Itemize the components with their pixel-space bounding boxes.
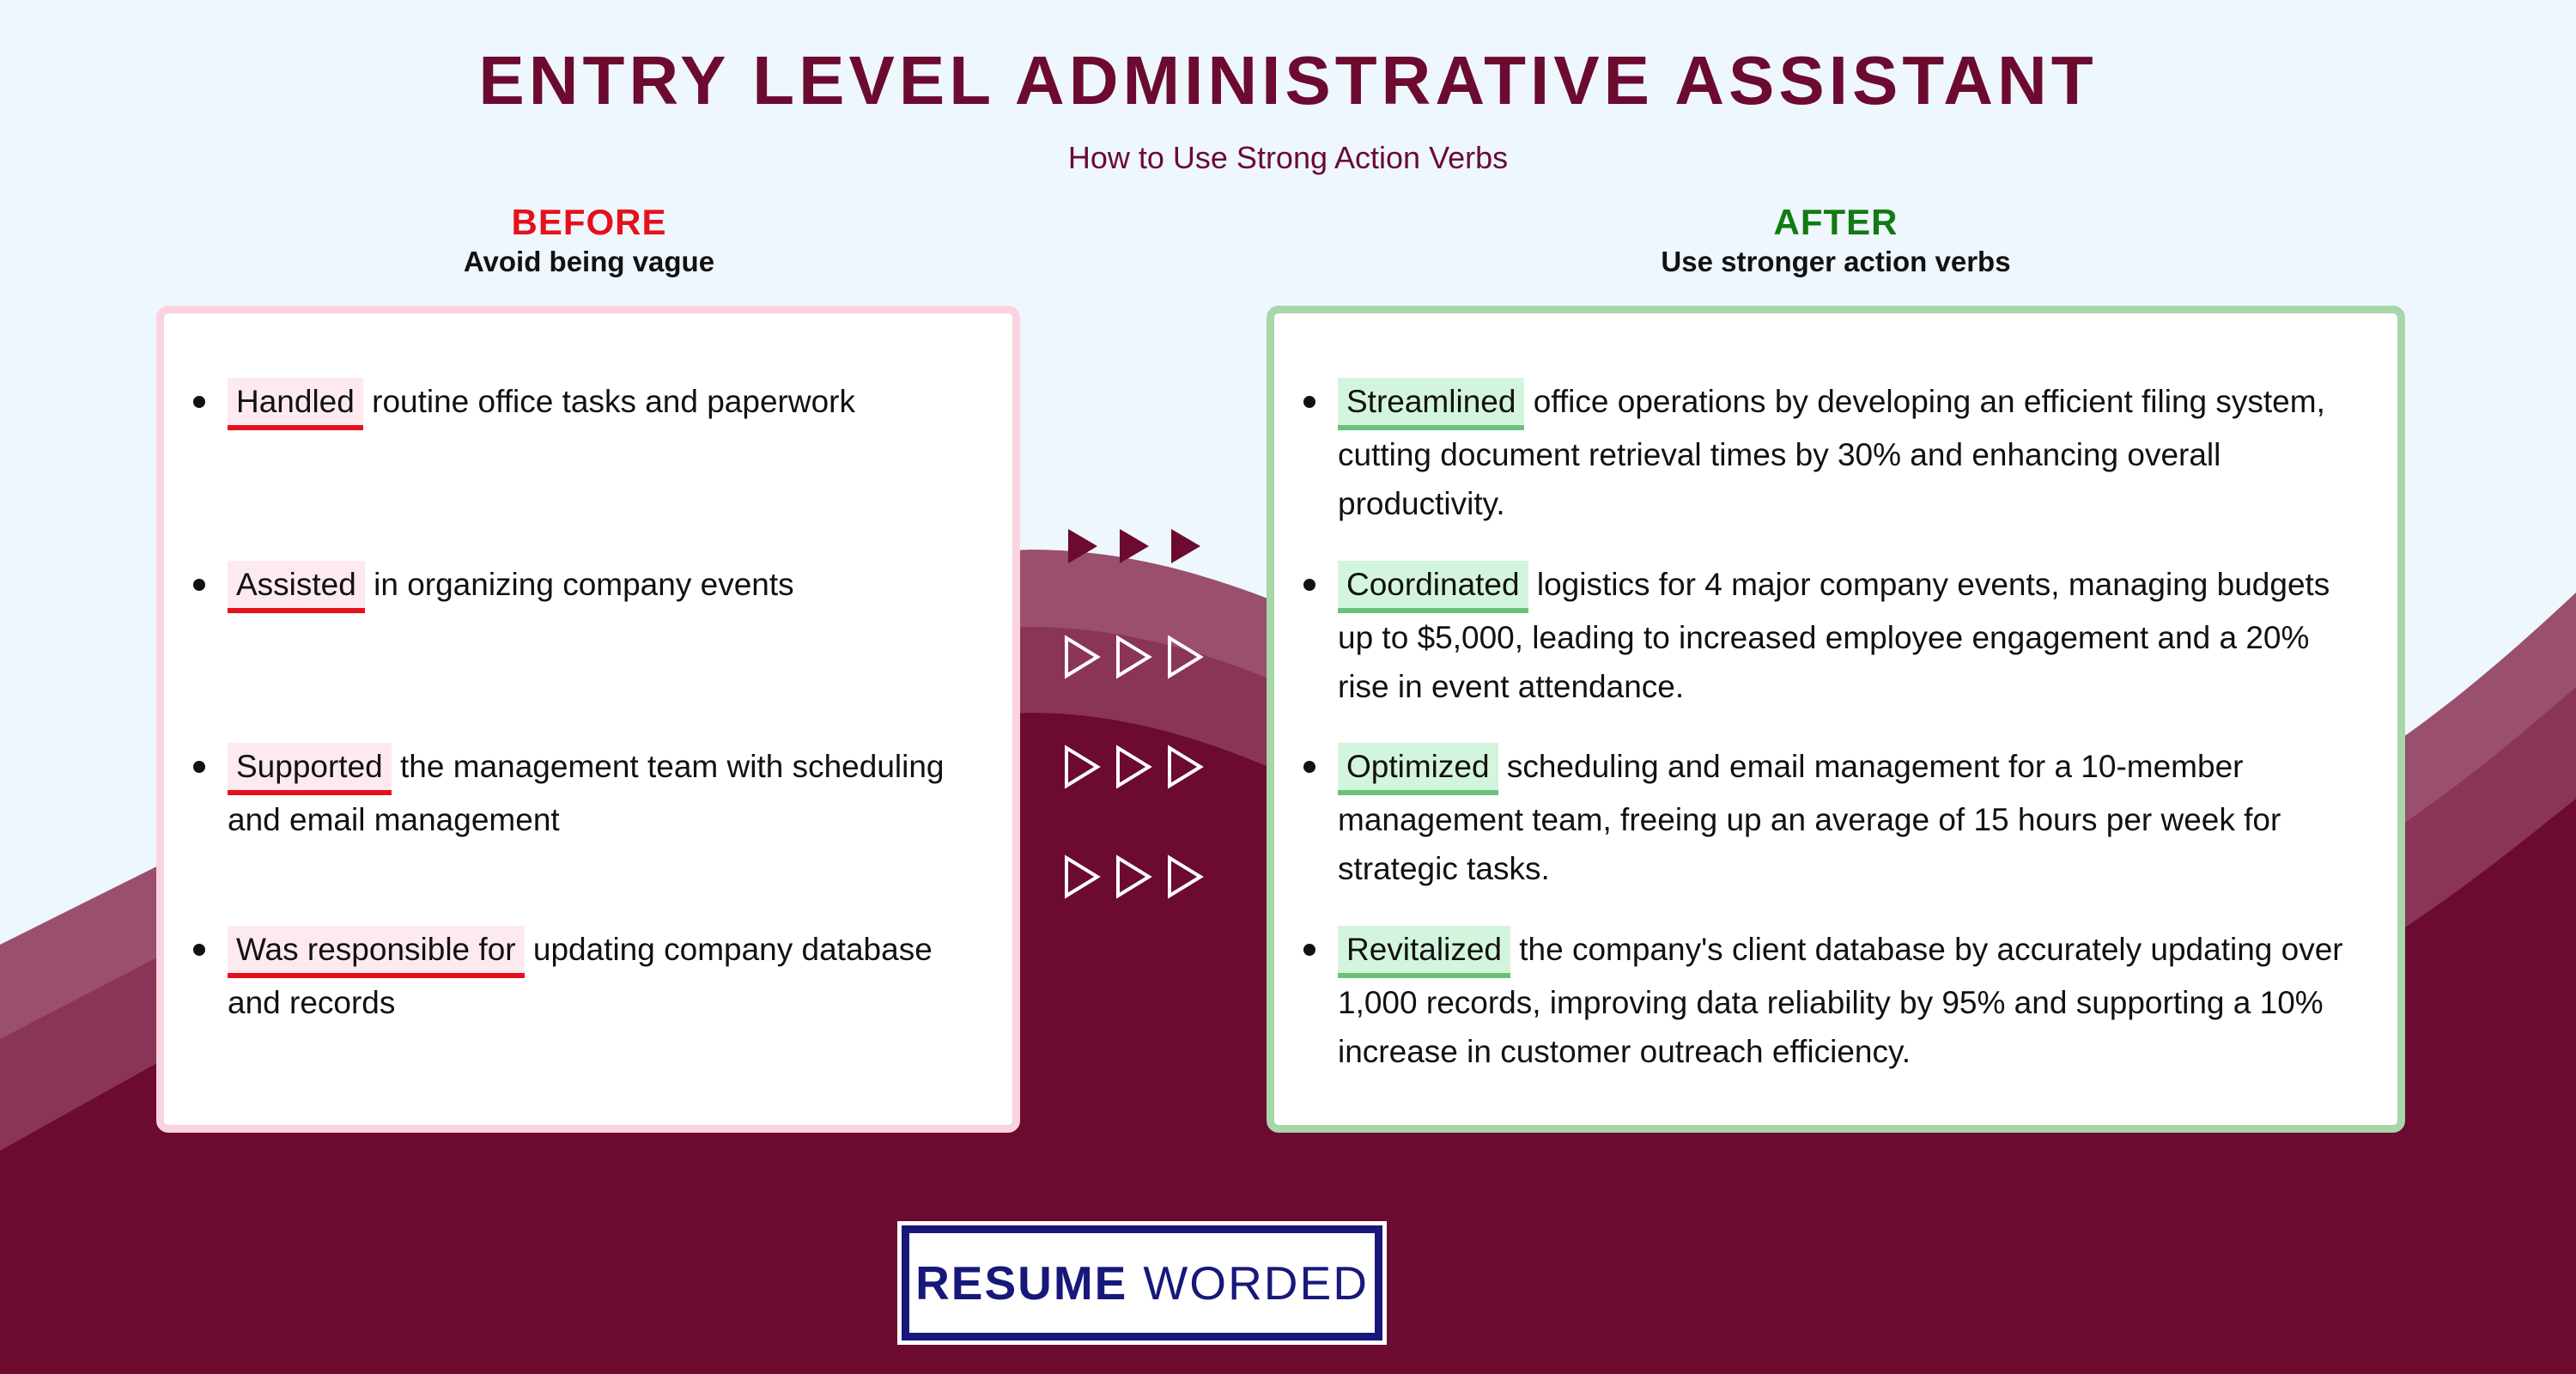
arrow-row xyxy=(1066,748,1200,786)
after-sublabel: Use stronger action verbs xyxy=(1661,246,2011,277)
before-header xyxy=(160,201,1018,280)
before-item xyxy=(228,925,983,1027)
triangle-arrow-icon xyxy=(1118,638,1149,676)
weak-verb: Assisted xyxy=(228,561,365,613)
bullet-icon xyxy=(1303,579,1315,591)
item-text: logistics for 4 major company events, managing budgets up to $5,000, leading to increased employee engagement and a 20% rise in event attendance. xyxy=(1338,567,2330,704)
triangle-arrow-icon xyxy=(1066,858,1097,896)
bullet-icon xyxy=(193,944,205,956)
triangle-arrow-icon xyxy=(1170,748,1200,786)
bullet-icon xyxy=(1303,944,1315,956)
item-text: the management team with scheduling and email management xyxy=(228,749,945,837)
triangle-arrow-icon xyxy=(1170,858,1200,896)
bullet-icon xyxy=(1303,761,1315,773)
after-header xyxy=(1269,201,2403,280)
resume-worded-logo xyxy=(902,1225,1382,1341)
item-text: updating company database and records xyxy=(228,932,933,1020)
page-title: ENTRY LEVEL ADMINISTRATIVE ASSISTANT xyxy=(478,42,2098,119)
strong-verb: Revitalized xyxy=(1338,926,1510,978)
after-item xyxy=(1338,925,2360,1076)
after-label: AFTER xyxy=(1773,202,1899,242)
after-item xyxy=(1338,742,2360,893)
before-item xyxy=(228,560,983,613)
weak-verb: Supported xyxy=(228,743,392,795)
triangle-arrow-icon xyxy=(1066,748,1097,786)
bullet-icon xyxy=(1303,396,1315,408)
strong-verb: Streamlined xyxy=(1338,378,1524,430)
item-text: office operations by developing an efficient filing system, cutting document retrieval times by 30% and enhancing overall productivity. xyxy=(1338,384,2325,521)
triangle-arrow-icon xyxy=(1068,529,1097,563)
weak-verb: Handled xyxy=(228,378,363,430)
before-sublabel: Avoid being vague xyxy=(463,246,715,277)
after-card xyxy=(1267,306,2405,1133)
item-text: scheduling and email management for a 10-member management team, freeing up an average of 15 hours per week for strategic tasks. xyxy=(1338,749,2281,886)
before-item xyxy=(228,377,983,430)
after-item xyxy=(1338,377,2360,528)
before-item xyxy=(228,742,983,844)
triangle-arrow-icon xyxy=(1120,529,1149,563)
bullet-icon xyxy=(193,396,205,408)
page-subtitle: How to Use Strong Action Verbs xyxy=(1067,140,1509,175)
arrow-row xyxy=(1068,529,1200,563)
logo-bold-text: RESUME xyxy=(915,1256,1128,1310)
triangle-arrow-icon xyxy=(1171,529,1200,563)
arrows-group xyxy=(1056,515,1228,910)
after-item xyxy=(1338,560,2360,711)
triangle-arrow-icon xyxy=(1170,638,1200,676)
item-text: the company's client database by accurately updating over 1,000 records, improving data reliability by 95% and supporting a 10% increase in customer outreach efficiency. xyxy=(1338,932,2343,1069)
triangle-arrow-icon xyxy=(1066,638,1097,676)
bullet-icon xyxy=(193,579,205,591)
arrow-row xyxy=(1066,638,1200,676)
before-card xyxy=(156,306,1020,1133)
item-text: routine office tasks and paperwork xyxy=(362,384,855,419)
strong-verb: Optimized xyxy=(1338,743,1498,795)
strong-verb: Coordinated xyxy=(1338,561,1528,613)
triangle-arrow-icon xyxy=(1118,748,1149,786)
weak-verb: Was responsible for xyxy=(228,926,525,978)
before-label: BEFORE xyxy=(511,202,667,242)
triangle-arrow-icon xyxy=(1118,858,1149,896)
arrow-row xyxy=(1066,858,1200,896)
logo-light-text: WORDED xyxy=(1143,1256,1369,1310)
bullet-icon xyxy=(193,761,205,773)
item-text: in organizing company events xyxy=(364,567,794,602)
